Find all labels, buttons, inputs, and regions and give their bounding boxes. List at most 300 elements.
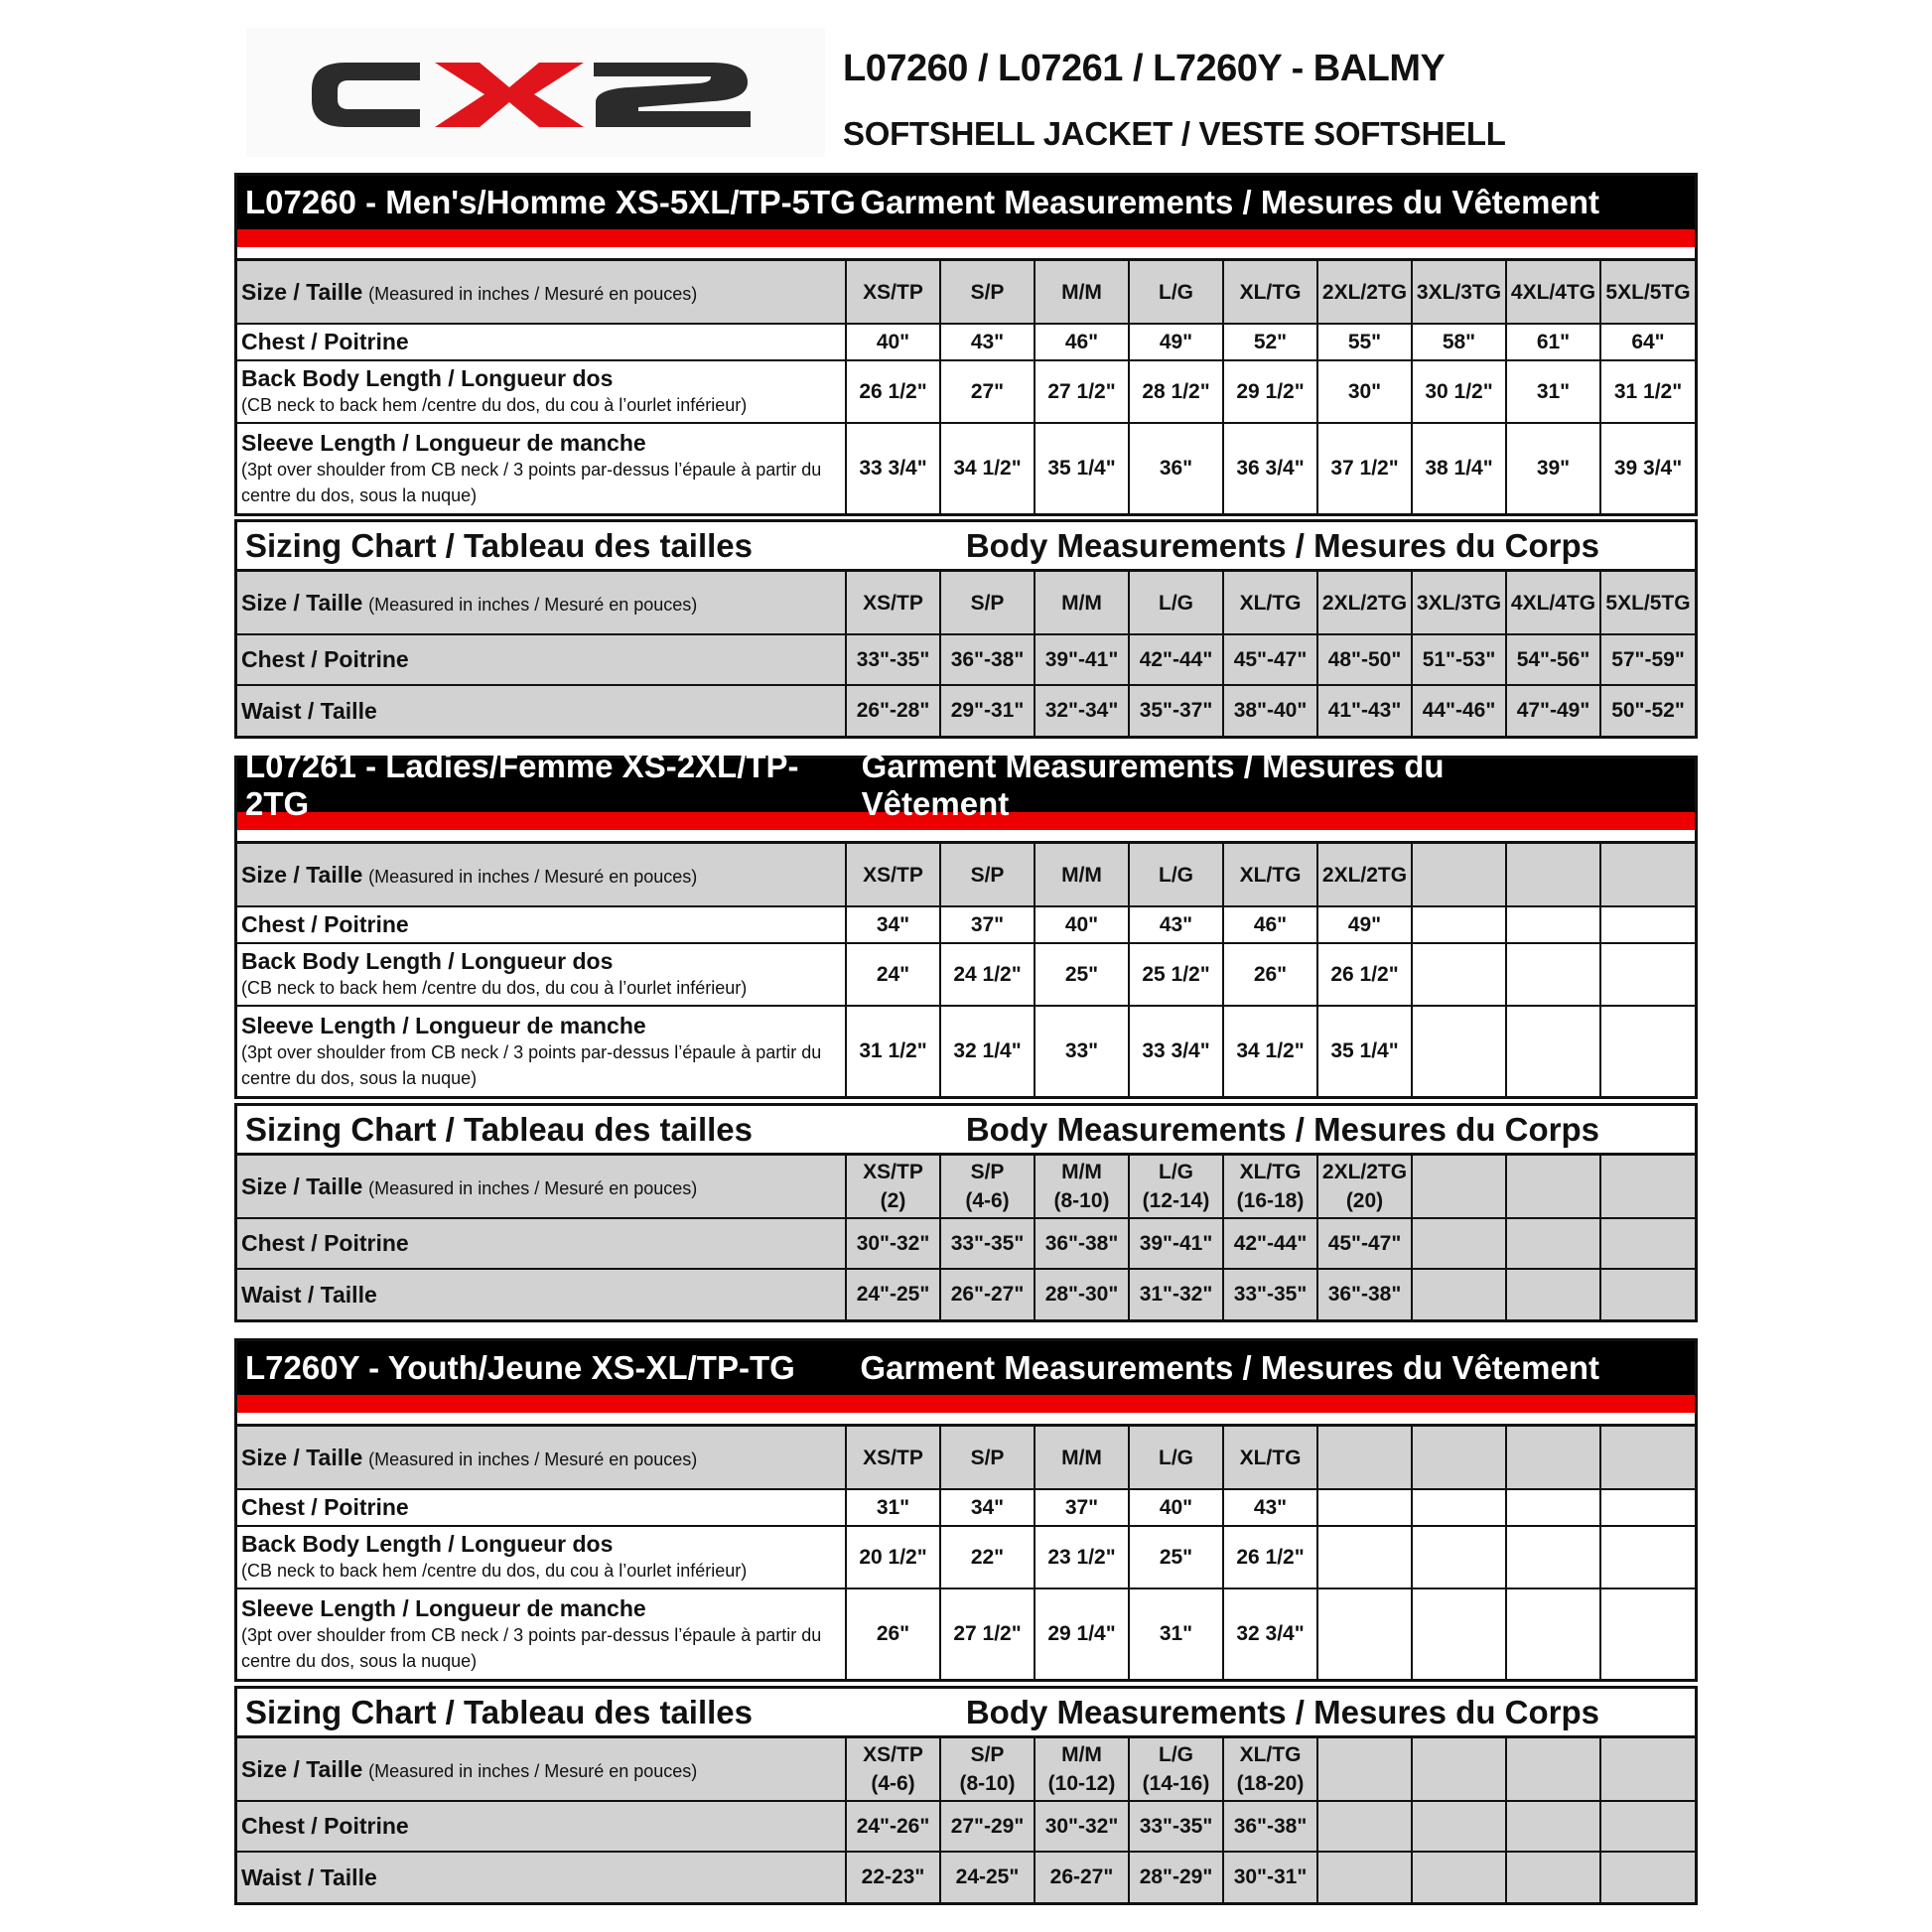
row-label xyxy=(237,261,846,324)
table-row xyxy=(237,1852,1695,1902)
size-header-cell xyxy=(1412,1156,1506,1218)
value-cell xyxy=(1317,1489,1412,1526)
size-header-cell: M/M (10-12) xyxy=(1035,1738,1129,1801)
value-cell: 30"-32" xyxy=(846,1218,940,1269)
value-cell: 29 1/2" xyxy=(1223,360,1317,423)
size-header-cell: L/G (12-14) xyxy=(1129,1156,1223,1218)
body-measurements-section-5 xyxy=(234,1686,1698,1905)
section-subtitle: Garment Measurements / Mesures du Vêtement xyxy=(861,748,1445,822)
value-cell: 37" xyxy=(1035,1489,1129,1526)
section-title: L07260 - Men's/Homme XS-5XL/TP-5TG xyxy=(245,184,856,220)
measurements-table xyxy=(237,572,1695,736)
size-header-cell: 3XL/3TG xyxy=(1412,261,1506,324)
value-cell: 50"-52" xyxy=(1600,685,1695,736)
size-header-cell xyxy=(1600,1156,1695,1218)
spacer xyxy=(237,1413,1695,1424)
value-cell: 43" xyxy=(1223,1489,1317,1526)
size-header-cell: XS/TP (2) xyxy=(846,1156,940,1218)
value-cell xyxy=(1600,1852,1695,1902)
value-cell xyxy=(1506,1801,1600,1852)
value-cell: 27 1/2" xyxy=(940,1588,1035,1679)
measurement-unit-note: (Measured in inches / Mesuré en pouces) xyxy=(368,1177,698,1198)
value-cell: 31" xyxy=(1506,360,1600,423)
value-cell: 33 3/4" xyxy=(1129,1006,1223,1096)
value-cell: 48"-50" xyxy=(1317,634,1412,685)
value-cell: 24 1/2" xyxy=(940,943,1035,1006)
size-header-cell: M/M (8-10) xyxy=(1035,1156,1129,1218)
value-cell: 36" xyxy=(1129,423,1223,513)
value-cell: 44"-46" xyxy=(1412,685,1506,736)
value-cell: 39" xyxy=(1506,423,1600,513)
size-header-cell xyxy=(1317,1427,1412,1489)
size-header-cell: M/M xyxy=(1035,261,1129,324)
size-header-cell: L/G xyxy=(1129,844,1223,906)
value-cell: 23 1/2" xyxy=(1035,1526,1129,1588)
value-cell: 40" xyxy=(1035,906,1129,943)
table-row xyxy=(237,261,1695,324)
value-cell: 32 1/4" xyxy=(940,1006,1035,1096)
value-cell: 49" xyxy=(1129,324,1223,360)
value-cell: 34" xyxy=(940,1489,1035,1526)
size-header-cell: XS/TP xyxy=(846,1427,940,1489)
value-cell xyxy=(1600,1218,1695,1269)
garment-measurements-section-4 xyxy=(234,1338,1698,1682)
value-cell xyxy=(1600,943,1695,1006)
section-subtitle: Garment Measurements / Mesures du Vêtement xyxy=(860,184,1599,220)
value-cell: 38"-40" xyxy=(1223,685,1317,736)
row-label-description: (3pt over shoulder from CB neck / 3 points par-dessus l’épaule à partir du centre du dos, sous la nuque) xyxy=(241,459,822,505)
value-cell xyxy=(1412,1801,1506,1852)
size-header-cell xyxy=(1600,1738,1695,1801)
row-label xyxy=(237,1006,846,1096)
value-cell xyxy=(1317,1526,1412,1588)
size-header-cell: M/M xyxy=(1035,572,1129,634)
value-cell: 25 1/2" xyxy=(1129,943,1223,1006)
row-label-text: Chest / Poitrine xyxy=(241,646,409,672)
row-label-text: Chest / Poitrine xyxy=(241,911,409,937)
measurements-table xyxy=(237,1738,1695,1902)
row-label-text: Waist / Taille xyxy=(241,1281,377,1308)
table-row xyxy=(237,1006,1695,1096)
value-cell: 31" xyxy=(1129,1588,1223,1679)
row-label-text: Sleeve Length / Longueur de manche xyxy=(241,1012,646,1038)
value-cell: 39"-41" xyxy=(1035,634,1129,685)
measurements-table xyxy=(237,844,1695,1096)
value-cell: 24"-25" xyxy=(846,1269,940,1319)
size-header-cell: XS/TP xyxy=(846,572,940,634)
value-cell: 35 1/4" xyxy=(1035,423,1129,513)
size-header-cell: XS/TP xyxy=(846,844,940,906)
garment-measurements-section-0 xyxy=(234,173,1698,516)
value-cell: 61" xyxy=(1506,324,1600,360)
size-header-cell: XL/TG (18-20) xyxy=(1223,1738,1317,1801)
value-cell xyxy=(1506,1269,1600,1319)
value-cell: 57"-59" xyxy=(1600,634,1695,685)
row-label-description: (CB neck to back hem /centre du dos, du cou à l’ourlet inférieur) xyxy=(241,395,748,415)
value-cell: 24" xyxy=(846,943,940,1006)
value-cell: 46" xyxy=(1035,324,1129,360)
value-cell xyxy=(1600,1269,1695,1319)
value-cell: 26 1/2" xyxy=(846,360,940,423)
section-title: L7260Y - Youth/Jeune XS-XL/TP-TG xyxy=(245,1349,795,1386)
row-label-text: Size / Taille xyxy=(241,589,363,616)
value-cell: 43" xyxy=(1129,906,1223,943)
section-header xyxy=(237,522,1695,572)
row-label xyxy=(237,906,846,943)
value-cell: 28"-30" xyxy=(1035,1269,1129,1319)
row-label-description: (3pt over shoulder from CB neck / 3 points par-dessus l’épaule à partir du centre du dos, sous la nuque) xyxy=(241,1041,822,1088)
value-cell xyxy=(1600,1526,1695,1588)
value-cell: 52" xyxy=(1223,324,1317,360)
row-label-text: Waist / Taille xyxy=(241,1863,377,1890)
value-cell: 26" xyxy=(846,1588,940,1679)
row-label xyxy=(237,324,846,360)
value-cell: 30"-32" xyxy=(1035,1801,1129,1852)
value-cell: 26"-27" xyxy=(940,1269,1035,1319)
size-header-cell: XL/TG xyxy=(1223,1427,1317,1489)
row-label xyxy=(237,943,846,1006)
size-header-cell xyxy=(1600,844,1695,906)
value-cell: 29 1/4" xyxy=(1035,1588,1129,1679)
row-label xyxy=(237,844,846,906)
size-header-cell: L/G xyxy=(1129,1427,1223,1489)
value-cell: 38 1/4" xyxy=(1412,423,1506,513)
table-row xyxy=(237,1526,1695,1588)
value-cell: 22" xyxy=(940,1526,1035,1588)
value-cell xyxy=(1600,1489,1695,1526)
value-cell: 22-23" xyxy=(846,1852,940,1902)
row-label xyxy=(237,1801,846,1852)
row-label xyxy=(237,1588,846,1679)
value-cell: 34 1/2" xyxy=(1223,1006,1317,1096)
value-cell xyxy=(1600,1588,1695,1679)
row-label-text: Size / Taille xyxy=(241,861,363,888)
size-header-cell: S/P xyxy=(940,844,1035,906)
size-header-cell xyxy=(1412,844,1506,906)
size-header-cell: 4XL/4TG xyxy=(1506,261,1600,324)
measurement-unit-note: (Measured in inches / Mesuré en pouces) xyxy=(368,283,698,304)
value-cell: 31" xyxy=(846,1489,940,1526)
value-cell: 40" xyxy=(846,324,940,360)
table-row xyxy=(237,1738,1695,1801)
value-cell xyxy=(1506,1852,1600,1902)
size-header-cell: S/P xyxy=(940,572,1035,634)
value-cell: 33"-35" xyxy=(846,634,940,685)
table-row xyxy=(237,360,1695,423)
measurement-unit-note: (Measured in inches / Mesuré en pouces) xyxy=(368,1760,698,1781)
section-title: L07261 - Ladies/Femme XS-2XL/TP-2TG xyxy=(245,748,799,822)
value-cell: 49" xyxy=(1317,906,1412,943)
table-row xyxy=(237,634,1695,685)
size-header-cell: M/M xyxy=(1035,844,1129,906)
value-cell xyxy=(1600,906,1695,943)
size-header-cell: 2XL/2TG xyxy=(1317,844,1412,906)
value-cell xyxy=(1317,1588,1412,1679)
size-header-cell: 5XL/5TG xyxy=(1600,261,1695,324)
value-cell xyxy=(1506,943,1600,1006)
value-cell xyxy=(1412,1852,1506,1902)
value-cell: 26"-28" xyxy=(846,685,940,736)
size-header-cell: S/P (8-10) xyxy=(940,1738,1035,1801)
value-cell: 30 1/2" xyxy=(1412,360,1506,423)
value-cell: 24-25" xyxy=(940,1852,1035,1902)
value-cell: 31 1/2" xyxy=(846,1006,940,1096)
value-cell xyxy=(1506,1006,1600,1096)
value-cell: 39"-41" xyxy=(1129,1218,1223,1269)
table-row xyxy=(237,1801,1695,1852)
value-cell: 37" xyxy=(940,906,1035,943)
value-cell: 27" xyxy=(940,360,1035,423)
row-label xyxy=(237,1218,846,1269)
row-label-text: Chest / Poitrine xyxy=(241,1813,409,1839)
value-cell: 33"-35" xyxy=(1129,1801,1223,1852)
body-measurements-section-1 xyxy=(234,519,1698,739)
size-header-cell: S/P xyxy=(940,1427,1035,1489)
value-cell: 34" xyxy=(846,906,940,943)
value-cell: 55" xyxy=(1317,324,1412,360)
size-header-cell: S/P xyxy=(940,261,1035,324)
row-label-text: Chest / Poitrine xyxy=(241,1230,409,1256)
value-cell: 40" xyxy=(1129,1489,1223,1526)
table-row xyxy=(237,572,1695,634)
size-header-cell: L/G xyxy=(1129,572,1223,634)
size-header-cell: XL/TG xyxy=(1223,844,1317,906)
value-cell: 64" xyxy=(1600,324,1695,360)
value-cell: 33 3/4" xyxy=(846,423,940,513)
size-header-cell: 2XL/2TG (20) xyxy=(1317,1156,1412,1218)
value-cell: 29"-31" xyxy=(940,685,1035,736)
value-cell: 46" xyxy=(1223,906,1317,943)
value-cell xyxy=(1506,1218,1600,1269)
section-header xyxy=(237,176,1695,229)
size-header-cell: 2XL/2TG xyxy=(1317,261,1412,324)
table-row xyxy=(237,1489,1695,1526)
value-cell: 33"-35" xyxy=(940,1218,1035,1269)
size-header-cell xyxy=(1506,1156,1600,1218)
value-cell: 30" xyxy=(1317,360,1412,423)
table-row xyxy=(237,423,1695,513)
row-label-text: Back Body Length / Longueur dos xyxy=(241,948,614,974)
value-cell xyxy=(1412,906,1506,943)
measurements-table xyxy=(237,261,1695,513)
value-cell xyxy=(1412,943,1506,1006)
value-cell: 31"-32" xyxy=(1129,1269,1223,1319)
size-header-cell xyxy=(1412,1738,1506,1801)
size-header-cell xyxy=(1506,1427,1600,1489)
value-cell: 27"-29" xyxy=(940,1801,1035,1852)
row-label xyxy=(237,1427,846,1489)
section-subtitle: Body Measurements / Mesures du Corps xyxy=(965,526,1599,564)
value-cell: 26-27" xyxy=(1035,1852,1129,1902)
table-row xyxy=(237,844,1695,906)
value-cell xyxy=(1506,1489,1600,1526)
value-cell: 32 3/4" xyxy=(1223,1588,1317,1679)
section-title: Sizing Chart / Tableau des tailles xyxy=(245,1693,754,1730)
section-subtitle: Garment Measurements / Mesures du Vêtement xyxy=(860,1349,1599,1386)
row-label xyxy=(237,572,846,634)
value-cell: 42"-44" xyxy=(1223,1218,1317,1269)
spacer xyxy=(237,247,1695,258)
value-cell: 24"-26" xyxy=(846,1801,940,1852)
garment-measurements-section-2 xyxy=(234,748,1698,1099)
value-cell: 43" xyxy=(940,324,1035,360)
row-label-text: Size / Taille xyxy=(241,1444,363,1470)
size-header-cell: XL/TG (16-18) xyxy=(1223,1156,1317,1218)
row-label-text: Waist / Taille xyxy=(241,697,377,724)
row-label-text: Chest / Poitrine xyxy=(241,329,409,354)
value-cell: 36"-38" xyxy=(1035,1218,1129,1269)
value-cell: 28"-29" xyxy=(1129,1852,1223,1902)
value-cell: 54"-56" xyxy=(1506,634,1600,685)
table-row xyxy=(237,1269,1695,1319)
section-header xyxy=(237,748,1695,822)
value-cell xyxy=(1412,1006,1506,1096)
size-header-cell: XL/TG xyxy=(1223,261,1317,324)
value-cell: 35 1/4" xyxy=(1317,1006,1412,1096)
row-label-description: (CB neck to back hem /centre du dos, du cou à l’ourlet inférieur) xyxy=(241,1561,748,1581)
row-label xyxy=(237,423,846,513)
value-cell: 36"-38" xyxy=(1223,1801,1317,1852)
row-label xyxy=(237,360,846,423)
value-cell xyxy=(1317,1801,1412,1852)
value-cell: 20 1/2" xyxy=(846,1526,940,1588)
measurements-table xyxy=(237,1156,1695,1319)
value-cell xyxy=(1412,1588,1506,1679)
row-label xyxy=(237,1738,846,1801)
row-label-text: Size / Taille xyxy=(241,1173,363,1199)
value-cell: 36"-38" xyxy=(1317,1269,1412,1319)
row-label-description: (CB neck to back hem /centre du dos, du cou à l’ourlet inférieur) xyxy=(241,978,748,998)
page-subtitle: SOFTSHELL JACKET / VESTE SOFTSHELL xyxy=(843,115,1506,152)
value-cell xyxy=(1600,1801,1695,1852)
value-cell: 28 1/2" xyxy=(1129,360,1223,423)
value-cell: 45"-47" xyxy=(1223,634,1317,685)
value-cell: 36 3/4" xyxy=(1223,423,1317,513)
value-cell xyxy=(1506,906,1600,943)
table-row xyxy=(237,1588,1695,1679)
size-header-cell: XS/TP (4-6) xyxy=(846,1738,940,1801)
size-header-cell xyxy=(1317,1738,1412,1801)
row-label xyxy=(237,634,846,685)
value-cell: 51"-53" xyxy=(1412,634,1506,685)
table-row xyxy=(237,943,1695,1006)
size-header-cell: 4XL/4TG xyxy=(1506,572,1600,634)
body-measurements-section-3 xyxy=(234,1103,1698,1322)
row-label-text: Chest / Poitrine xyxy=(241,1494,409,1520)
value-cell: 32"-34" xyxy=(1035,685,1129,736)
size-header-cell: L/G xyxy=(1129,261,1223,324)
section-subtitle: Body Measurements / Mesures du Corps xyxy=(965,1110,1599,1148)
table-row xyxy=(237,324,1695,360)
value-cell: 33"-35" xyxy=(1223,1269,1317,1319)
size-header-cell: XL/TG xyxy=(1223,572,1317,634)
size-header-cell: 5XL/5TG xyxy=(1600,572,1695,634)
section-title: Sizing Chart / Tableau des tailles xyxy=(245,526,754,564)
table-row xyxy=(237,685,1695,736)
section-title: Sizing Chart / Tableau des tailles xyxy=(245,1110,754,1148)
size-header-cell: M/M xyxy=(1035,1427,1129,1489)
row-label xyxy=(237,1489,846,1526)
value-cell: 41"-43" xyxy=(1317,685,1412,736)
page-title: L07260 / L07261 / L7260Y - BALMY xyxy=(843,48,1446,89)
size-header-cell xyxy=(1506,844,1600,906)
row-label-text: Sleeve Length / Longueur de manche xyxy=(241,429,646,456)
row-label xyxy=(237,1269,846,1319)
measurement-unit-note: (Measured in inches / Mesuré en pouces) xyxy=(368,866,698,887)
value-cell: 37 1/2" xyxy=(1317,423,1412,513)
size-header-cell: XS/TP xyxy=(846,261,940,324)
value-cell: 35"-37" xyxy=(1129,685,1223,736)
value-cell: 27 1/2" xyxy=(1035,360,1129,423)
size-header-cell: 2XL/2TG xyxy=(1317,572,1412,634)
brand-logo xyxy=(246,28,825,157)
size-header-cell xyxy=(1600,1427,1695,1489)
value-cell: 33" xyxy=(1035,1006,1129,1096)
measurement-unit-note: (Measured in inches / Mesuré en pouces) xyxy=(368,594,698,615)
red-accent-bar xyxy=(237,1395,1695,1413)
spacer xyxy=(237,830,1695,841)
value-cell: 30"-31" xyxy=(1223,1852,1317,1902)
section-subtitle: Body Measurements / Mesures du Corps xyxy=(965,1693,1599,1730)
value-cell: 58" xyxy=(1412,324,1506,360)
section-header xyxy=(237,1341,1695,1395)
value-cell xyxy=(1506,1526,1600,1588)
size-header-cell: S/P (4-6) xyxy=(940,1156,1035,1218)
value-cell xyxy=(1317,1852,1412,1902)
table-row xyxy=(237,906,1695,943)
cx2-logo-icon xyxy=(246,28,825,157)
table-row xyxy=(237,1427,1695,1489)
value-cell: 26" xyxy=(1223,943,1317,1006)
value-cell: 31 1/2" xyxy=(1600,360,1695,423)
section-header xyxy=(237,1689,1695,1738)
row-label-description: (3pt over shoulder from CB neck / 3 points par-dessus l’épaule à partir du centre du dos, sous la nuque) xyxy=(241,1624,822,1671)
row-label xyxy=(237,1526,846,1588)
value-cell xyxy=(1600,1006,1695,1096)
size-header-cell xyxy=(1412,1427,1506,1489)
size-header-cell: L/G (14-16) xyxy=(1129,1738,1223,1801)
red-accent-bar xyxy=(237,229,1695,247)
table-row xyxy=(237,1156,1695,1218)
value-cell: 39 3/4" xyxy=(1600,423,1695,513)
value-cell xyxy=(1506,1588,1600,1679)
measurement-unit-note: (Measured in inches / Mesuré en pouces) xyxy=(368,1449,698,1469)
value-cell: 26 1/2" xyxy=(1317,943,1412,1006)
value-cell: 47"-49" xyxy=(1506,685,1600,736)
value-cell xyxy=(1412,1218,1506,1269)
value-cell: 25" xyxy=(1035,943,1129,1006)
row-label-text: Back Body Length / Longueur dos xyxy=(241,1531,614,1557)
row-label xyxy=(237,685,846,736)
size-header-cell xyxy=(1506,1738,1600,1801)
value-cell xyxy=(1412,1489,1506,1526)
value-cell: 25" xyxy=(1129,1526,1223,1588)
row-label xyxy=(237,1852,846,1902)
value-cell: 36"-38" xyxy=(940,634,1035,685)
row-label-text: Back Body Length / Longueur dos xyxy=(241,365,614,391)
row-label-text: Size / Taille xyxy=(241,278,363,305)
value-cell xyxy=(1412,1526,1506,1588)
value-cell: 42"-44" xyxy=(1129,634,1223,685)
value-cell: 26 1/2" xyxy=(1223,1526,1317,1588)
value-cell xyxy=(1412,1269,1506,1319)
table-row xyxy=(237,1218,1695,1269)
value-cell: 45"-47" xyxy=(1317,1218,1412,1269)
row-label xyxy=(237,1156,846,1218)
section-header xyxy=(237,1106,1695,1156)
size-header-cell: 3XL/3TG xyxy=(1412,572,1506,634)
row-label-text: Sleeve Length / Longueur de manche xyxy=(241,1594,646,1621)
